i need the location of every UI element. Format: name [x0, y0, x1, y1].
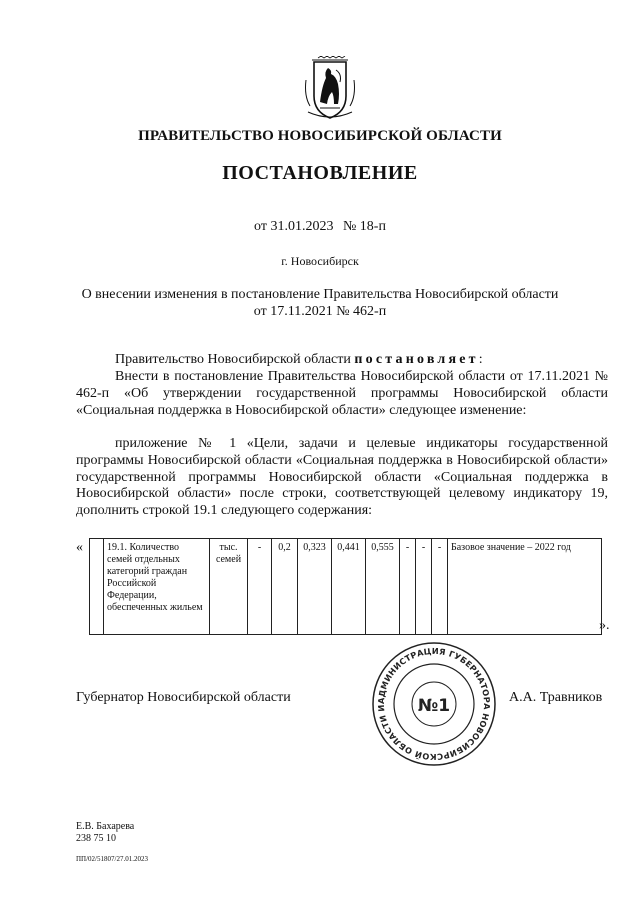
table-cell: 0,323: [298, 539, 332, 635]
table-cell: -: [416, 539, 432, 635]
table-cell: -: [400, 539, 416, 635]
table-cell: [90, 539, 104, 635]
executor-name: Е.В. Бахарева: [76, 821, 135, 832]
table-cell: 0,2: [272, 539, 298, 635]
seal-center-number: №1: [417, 696, 451, 716]
official-seal: [370, 640, 498, 768]
organization-title: ПРАВИТЕЛЬСТВО НОВОСИБИРСКОЙ ОБЛАСТИ: [138, 128, 502, 144]
document-type: ПОСТАНОВЛЕНИЕ: [222, 162, 418, 184]
seal-outer-text: АДМИНИСТРАЦИЯ ГУБЕРНАТОРА НОВОСИБИРСКОЙ ОБЛАСТИ И: [375, 645, 493, 763]
table-row: [90, 539, 602, 635]
executor-phone: 238 75 10: [76, 833, 116, 844]
table-cell: -: [248, 539, 272, 635]
date-number-line: [0, 219, 640, 235]
signatory-name: А.А. Травников: [509, 690, 603, 705]
table-cell: 0,555: [366, 539, 400, 635]
indicator-name-cell: 19.1. Количество семей отдельных категорий граждан Российской Федерации, обеспеченных жильем: [104, 539, 210, 635]
coat-of-arms-icon: [300, 56, 360, 122]
amendment-table: [89, 538, 602, 635]
resolves-colon: :: [478, 352, 483, 367]
table-cell: 0,441: [332, 539, 366, 635]
document-subject: [0, 286, 640, 320]
paragraph-amend: Внести в постановление Правительства Новосибирской области от 17.11.2021 № 462-п «Об утверждении государственной программы Новосибирской области «Социальная поддержка в Новосибирской области» следующее изменение:: [76, 369, 608, 418]
close-quote: ».: [599, 618, 610, 633]
paragraph-appendix: приложение № 1 «Цели, задачи и целевые индикаторы государственной программы Новосибирской области «Социальная поддержка в Новосибирской области» государственной программы Новосибирской области «Социальная поддержка в Новосибирской области» после строки, соответствующей целевому индикатору 19, дополнить строкой 19.1 следующего содержания:: [76, 436, 608, 519]
government-lead: Правительство Новосибирской области: [115, 352, 351, 367]
subject-line-1: О внесении изменения в постановление Правительства Новосибирской области: [81, 287, 559, 302]
note-cell: Базовое значение – 2022 год: [448, 539, 602, 635]
signatory-title: Губернатор Новосибирской области: [76, 690, 291, 705]
registration-number: ПП/02/51807/27.01.2023: [76, 855, 148, 863]
city: г. Новосибирск: [281, 254, 359, 268]
table-cell: -: [432, 539, 448, 635]
paragraph-resolves: [76, 352, 608, 369]
open-quote: «: [76, 540, 83, 555]
resolves-word: постановляет: [354, 352, 479, 367]
document-number: № 18-п: [342, 219, 386, 234]
subject-line-2: от 17.11.2021 № 462-п: [253, 304, 387, 319]
document-date: от 31.01.2023: [254, 219, 334, 234]
unit-cell: тыс. семей: [210, 539, 248, 635]
